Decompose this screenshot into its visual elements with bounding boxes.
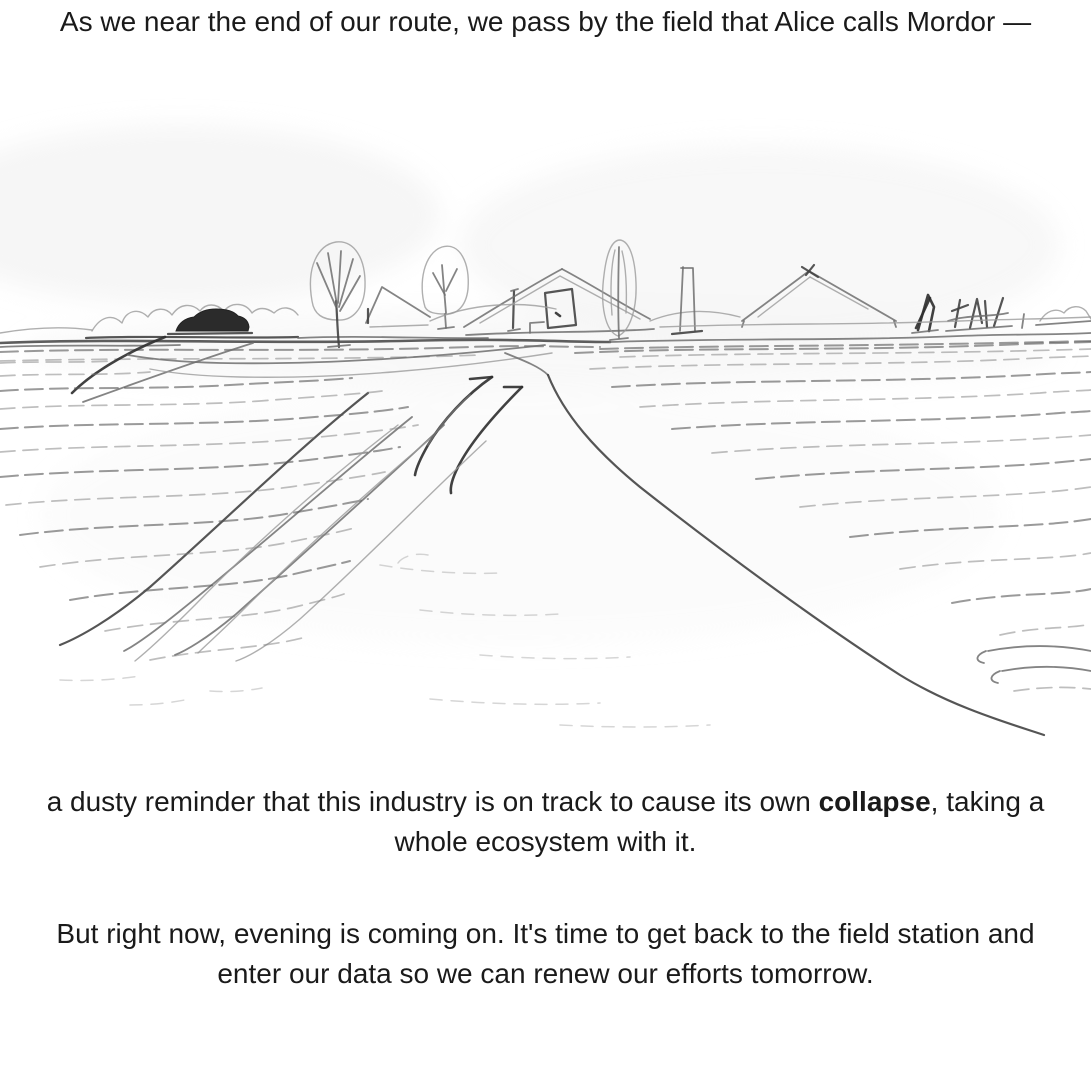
caption-bold-word: collapse [818, 786, 931, 817]
narration-bottom: But right now, evening is coming on. It's time to get back to the field station and enter our data so we can renew our efforts tomorrow. [56, 918, 1035, 989]
caption-text-pre: a dusty reminder that this industry is on track to cause its own [46, 786, 819, 817]
narration-top: As we near the end of our route, we pass by the field that Alice calls Mordor — [59, 6, 1032, 37]
caption-text-post: , taking a whole ecosystem with it. [394, 786, 1045, 857]
narration-caption [41, 782, 1051, 862]
paper-shading [0, 125, 1060, 645]
pencil-sketch [0, 95, 1091, 775]
pencil-sketch-illustration [0, 95, 1091, 775]
